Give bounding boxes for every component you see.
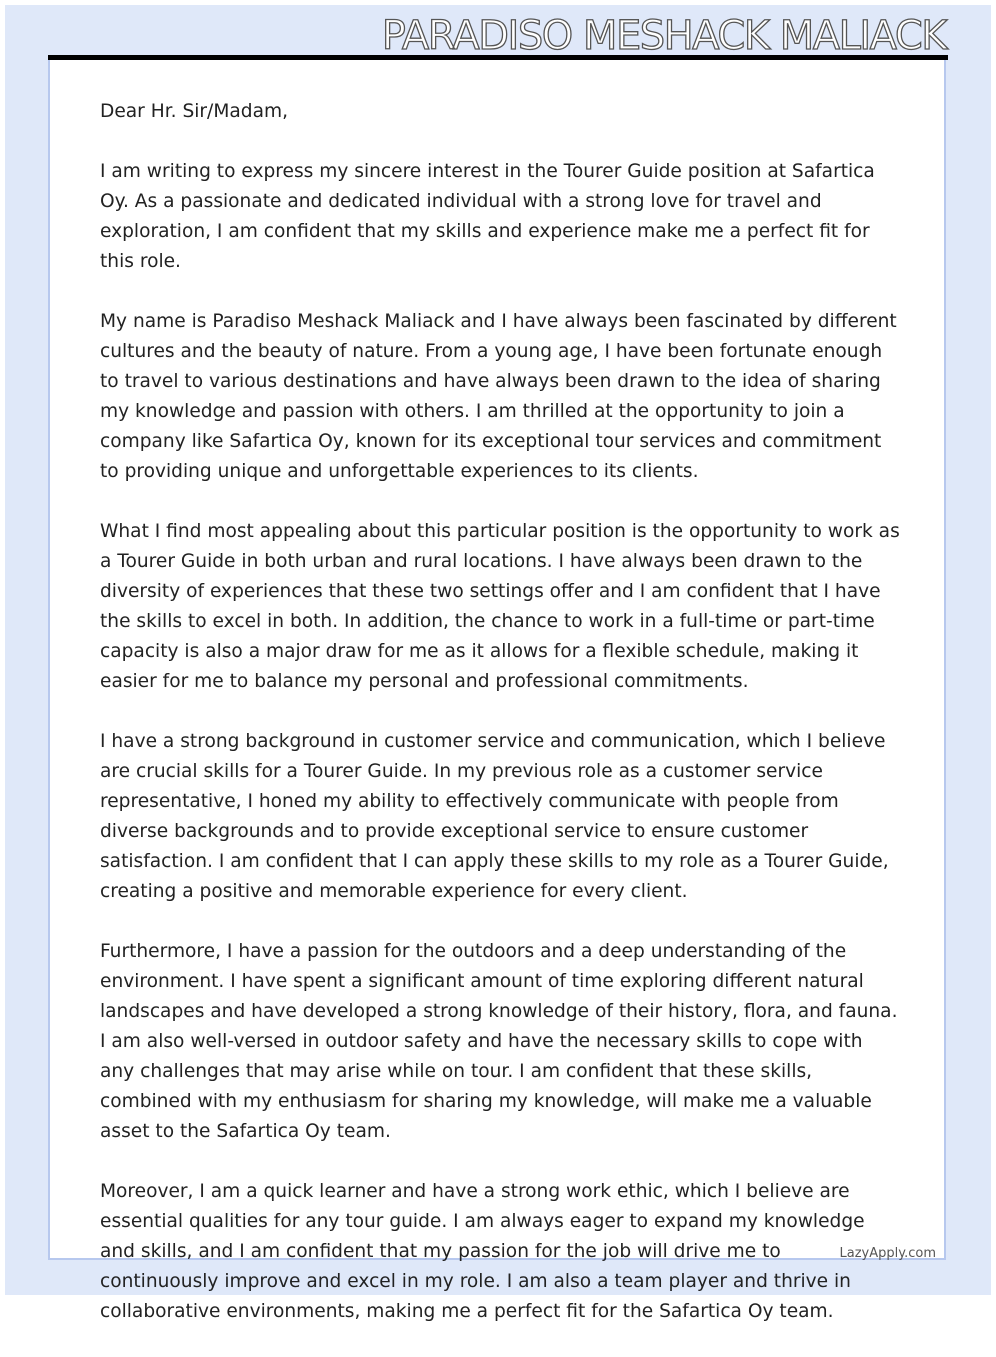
letter-paragraph: What I find most appealing about this particular position is the opportunity to work as a Tourer Guide in both urban and rural locations. I have always been drawn to the diversity of experiences that these two settings offer and I am confident that I have the skills to excel in both. In addition, the chance to work in a full-time or part-time capacity is also a major draw for me as it allows for a flexible schedule, making it easier for me to balance my personal and professional commitments. — [100, 521, 900, 692]
letter-paragraph: My name is Paradiso Meshack Maliack and I have always been fascinated by different cultures and the beauty of nature. From a young age, I have been fortunate enough to travel to various destinations and have always been drawn to the idea of sharing my knowledge and passion with others. I am thrilled at the opportunity to join a company like Safartica Oy, known for its exceptional tour services and commitment to providing unique and unforgettable experiences to its clients. — [100, 311, 897, 482]
applicant-name-heading: PARADISO MESHACK MALIACK — [381, 13, 946, 59]
letter-paragraph: I have a strong background in customer service and communication, which I believe are crucial skills for a Tourer Guide. In my previous role as a customer service representative, I honed my ability to effectively communicate with people from diverse backgrounds and to provide exceptional service to ensure customer satisfaction. I am confident that I can apply these skills to my role as a Tourer Guide, creating a positive and memorable experience for every client. — [100, 731, 889, 902]
letter-body — [100, 97, 900, 1357]
letter-paragraph: I am writing to express my sincere interest in the Tourer Guide position at Safartica Oy. As a passionate and dedicated individual with a strong love for travel and exploration, I am confident that my skills and experience make me a perfect fit for this role. — [100, 161, 875, 272]
letter-greeting: Dear Hr. Sir/Madam, — [100, 101, 288, 122]
letter-paragraph: Moreover, I am a quick learner and have a strong work ethic, which I believe are essential qualities for any tour guide. I am always eager to expand my knowledge and skills, and I am confident that my passion for the job will drive me to continuously improve and excel in my role. I am also a team player and thrive in collaborative environments, making me a perfect fit for the Safartica Oy team. — [100, 1181, 865, 1322]
letter-paragraph: Furthermore, I have a passion for the outdoors and a deep understanding of the environment. I have spent a significant amount of time exploring different natural landscapes and have developed a strong knowledge of their history, flora, and fauna. I am also well-versed in outdoor safety and have the necessary skills to cope with any challenges that may arise while on tour. I am confident that these skills, combined with my enthusiasm for sharing my knowledge, will make me a valuable asset to the Safartica Oy team. — [100, 941, 898, 1142]
watermark-credit: LazyApply.com — [839, 1246, 936, 1261]
